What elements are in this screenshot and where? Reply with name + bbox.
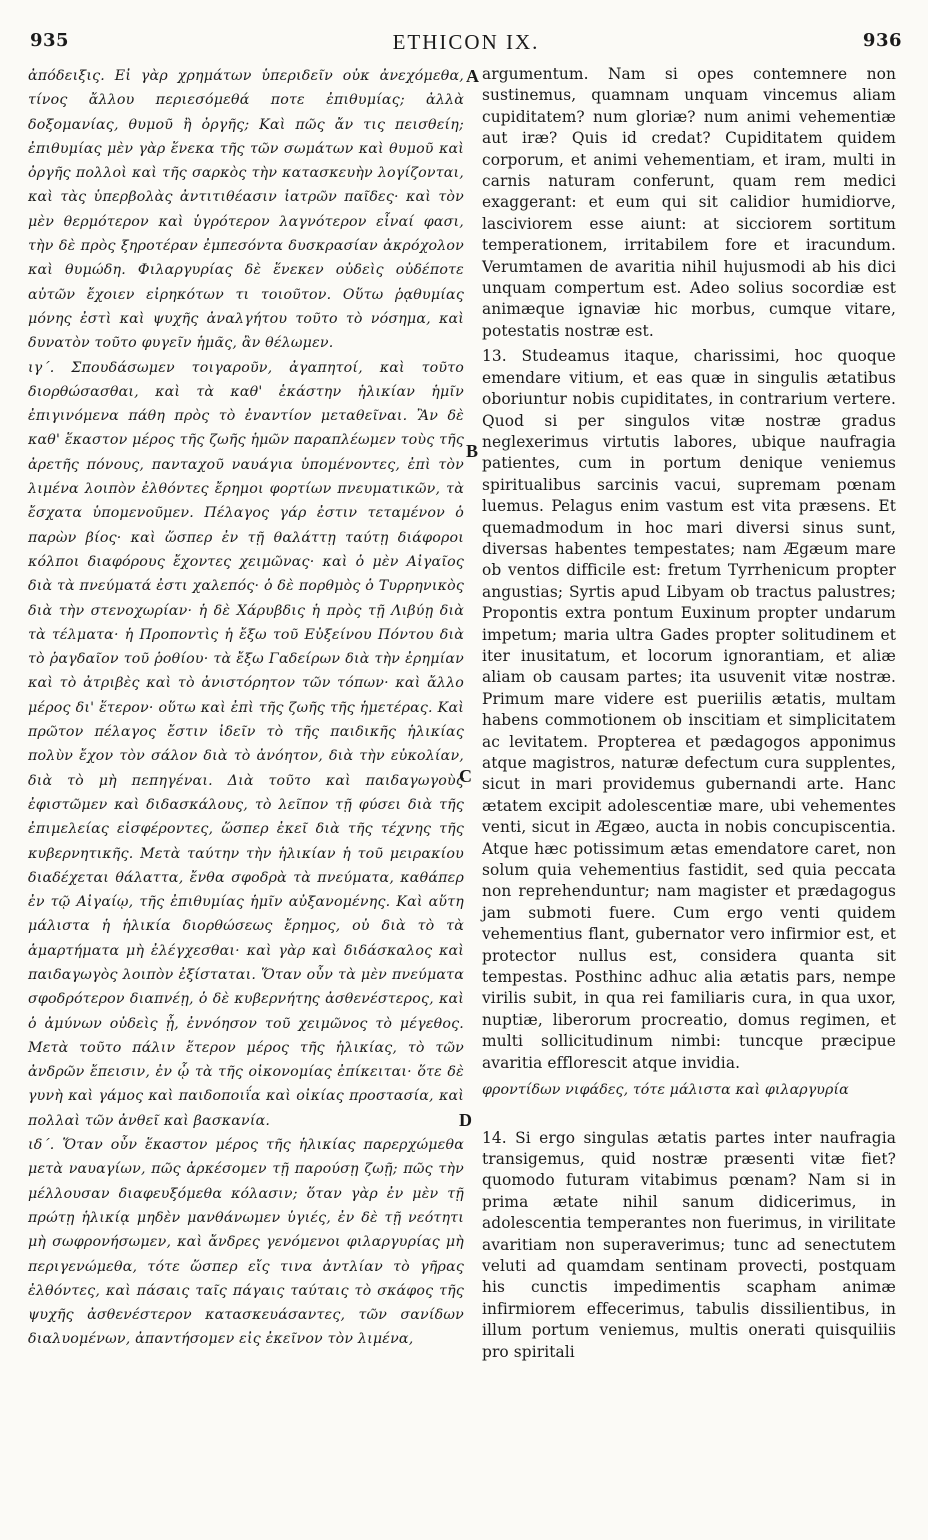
section-marker-a: A — [466, 66, 479, 86]
greek-paragraph-2: ιγ΄. Σπουδάσωμεν τοιγαροῦν, ἀγαπητοί, καὶ τοῦτο διορθώσασθαι, καὶ τὰ καθ' ἑκάστην ἡλικίαν ἡμῖν ἐπιγινόμενα πάθη πρὸς τὸ ἐναντίον μεταθεῖναι. Ἂν δὲ καθ' ἕκαστον μέρος τῆς ζωῆς ἡμῶν παραπλέωμεν τοὺς τῆς ἀρετῆς πόνους, πανταχοῦ ναυάγια ὑπομένοντες, ἐπὶ τὸν λιμένα λοιπὸν ἐλθόντες ἔρημοι φορτίων πνευματικῶν, τὰ ἔσχατα ὑπομενοῦμεν. Πέλαγος γάρ ἐστιν τεταμένον ὁ παρὼν βίος· καὶ ὥσπερ ἐν τῇ θαλάττῃ ταύτῃ διάφοροι κόλποι διαφόρους ἔχοντες χειμῶνας· καὶ ὁ μὲν Αἰγαῖος διὰ τὰ πνεύματά ἐστι χαλεπός· ὁ δὲ πορθμὸς ὁ Τυρρηνικὸς διὰ τὴν στενοχωρίαν· ἡ δὲ Χάρυβδις ἡ πρὸς τῇ Λιβύῃ διὰ τὰ τέλματα· ἡ Προποντὶς ἡ ἔξω τοῦ Εὐξείνου Πόντου διὰ τὸ ῥαγδαῖον τοῦ ῥοθίου· τὰ ἔξω Γαδείρων διὰ τὴν ἐρημίαν καὶ τὸ ἀτριβὲς καὶ τὸ ἀνιστόρητον τῶν τόπων· καὶ ἄλλο μέρος δι' ἕτερον· οὕτω καὶ ἐπὶ τῆς ζωῆς τῆς ἡμετέρας. Καὶ πρῶτον πέλαγος ἔστιν ἰδεῖν τὸ τῆς παιδικῆς ἡλικίας πολὺν ἔχον τὸν σάλον διὰ τὸ ἀνόητον, διὰ τὴν εὐκολίαν, διὰ τὸ μὴ πεπηγέναι. Διὰ τοῦτο καὶ παιδαγωγοὺς ἐφιστῶμεν καὶ διδασκάλους, τὸ λεῖπον τῇ φύσει διὰ τῆς ἐπιμελείας εἰσφέροντες, ὥσπερ ἐκεῖ διὰ τῆς τέχνης τῆς κυβερνητικῆς. Μετὰ ταύτην τὴν ἡλικίαν ἡ τοῦ μειρακίου διαδέχεται θάλαττα, ἔνθα σφοδρὰ τὰ πνεύματα, καθάπερ ἐν τῷ Αἰγαίῳ, τῆς ἐπιθυμίας ἡμῖν αὐξανομένης. Καὶ αὕτη μάλιστα ἡ ἡλικία διορθώσεως ἔρημος, οὐ διὰ τὸ τὰ ἁμαρτήματα μὴ ἐλέγχεσθαι· καὶ γὰρ καὶ διδάσκαλος καὶ παιδαγωγὸς λοιπὸν ἐξίσταται. Ὅταν οὖν τὰ μὲν πνεύματα σφοδρότερον διαπνέῃ, ὁ δὲ κυβερνήτης ἀσθενέστερος, καὶ ὁ ἀμύνων οὐδεὶς ᾖ, ἐννόησον τοῦ χειμῶνος τὸ μέγεθος. Μετὰ τοῦτο πάλιν ἕτερον μέρος τῆς ἡλικίας, τὸ τῶν ἀνδρῶν ἔπεισιν, ἐν ᾧ τὰ τῆς οἰκονομίας ἐπίκειται· ὅτε δὲ γυνὴ καὶ γάμος καὶ παιδοποιΐα καὶ οἰκίας προστασία, καὶ πολλαὶ τῶν ἀνθεῖ καὶ βασκανία. — [28, 359, 464, 1129]
greek-continuation-line: φροντίδων νιφάδες, τότε μάλιστα καὶ φιλαργυρία — [482, 1082, 849, 1099]
greek-column — [28, 64, 464, 1352]
section-marker-d: D — [459, 1110, 472, 1130]
latin-paragraph-2: 13. Studeamus itaque, charissimi, hoc quoque emendare vitium, et eas quæ in singulis ætatibus oboriuntur nobis cupiditates, in contrarium vertere. Quod si per singulos vitæ nostræ gradus neglexerimus virtutis labores, ubique naufragia patientes, cum in portum denique veniemus spiritualibus sarcinis vacui, supremam pœnam luemus. Pelagus enim vastum est vita præsens. Et quemadmodum in hoc mari diversi sinus sunt, diversas habentes tempestates; nam Ægæum mare ob ventos difficile est: fretum Tyrrhenicum propter angustias; Syrtis apud Libyam ob tractus palustres; Propontis extra pontum Euxinum propter undarum impetum; maria ultra Gades propter solitudinem et iter inusitatum, et locorum ignorantiam, et aliæ aliam ob causam partes; ita usuvenit vitæ nostræ. Primum mare videre est pueriilis ætatis, multam habens commotionem ob inscitiam et simplicitatem ac levitatem. Propterea et pædagogos apponimus atque magistros, naturæ defectum cura supplentes, sicut in mari providemus gubernandi arte. Hanc ætatem excipit adolescentiæ mare, ubi vehementes venti, sicut in Ægæo, aucta in nobis concupiscentia. Atque hæc potissimum ætas emendatore caret, non solum quia vehementius fastidit, sed quia peccata non reprehenduntur; nam magister et prædagogus jam submoti fuere. Cum ergo venti quidem vehementius flant, gubernator vero infirmior est, et protector nullus est, considera quanta sit tempestas. Posthinc adhuc alia ætatis pars, nempe virilis subit, in qua rei familiaris cura, in qua uxor, nuptiæ, liberorum procreatio, domus regimen, et multi sollicitudinum nimbi: tuncque præcipue avaritia efflorescit atque invidia. — [482, 347, 896, 1072]
page-number-right: 936 — [862, 30, 902, 51]
running-title: ETHICON IX. — [392, 30, 540, 54]
latin-paragraph-1: argumentum. Nam si opes contemnere non sustinemus, quamnam unquam vincemus aliam cupiditatem? num gloriæ? num animi vehementiæ aut iræ? Quis id credat? Cupiditatem quidem corporum, et animi vehementiam, et iram, multi in carnis naturam conferunt, quam rem medici exaggerant: et eum qui sit calidior humidiorve, lasciviorem esse aiunt: at sicciorem sortitum temperationem, irritabilem fore et iracundum. Verumtamen de avaritia nihil hujusmodi ab his dici unquam compertum est. Adeo solius socordiæ est animæque ignaviæ hic morbus, cumque vitare, potestatis nostræ est. — [482, 65, 896, 340]
section-marker-c: C — [459, 766, 472, 786]
page-number-left: 935 — [30, 30, 70, 51]
latin-paragraph-3: 14. Si ergo singulas ætatis partes inter naufragia transigemus, quid nostræ præsenti vitæ fiet? quomodo futuram vitabimus pœnam? Nam si in prima ætate nihil sanum didicerimus, in adolescentia temperantes non fuerimus, in virilitate avaritiam non superaverimus; tunc ad senectutem veluti ad quamdam sentinam provecti, postquam his cunctis impedimentis scapham animæ infirmiorem effecerimus, tabulis dissilientibus, in illum portum veniemus, multis onerati quisquiliis pro spiritali — [482, 1128, 896, 1361]
page-header — [30, 30, 902, 58]
latin-column — [482, 64, 896, 1363]
greek-paragraph-3: ιδ΄. Ὅταν οὖν ἕκαστον μέρος τῆς ἡλικίας παρερχώμεθα μετὰ ναυαγίων, πῶς ἀρκέσομεν τῇ παρούσῃ ζωῇ; πῶς τὴν μέλλουσαν διαφευξόμεθα κόλασιν; ὅταν γὰρ ἐν μὲν τῇ πρώτῃ ἡλικίᾳ μηδὲν μανθάνωμεν ὑγιές, ἐν δὲ τῇ νεότητι μὴ σωφρονήσωμεν, καὶ ἄνδρες γενόμενοι φιλαργυρίας μὴ περιγενώμεθα, τότε ὥσπερ εἴς τινα ἀντλίαν τὸ γῆρας ἐλθόντες, καὶ πάσαις ταῖς πάγαις ταύταις τὸ σκάφος τῆς ψυχῆς ἀσθενέστερον κατασκευάσαντες, τῶν σανίδων διαλυομένων, ἀπαντήσομεν εἰς ἐκεῖνον τὸν λιμένα, — [28, 1137, 464, 1348]
greek-paragraph-1: ἀπόδειξις. Εἰ γὰρ χρημάτων ὑπεριδεῖν οὐκ ἀνεχόμεθα, τίνος ἄλλου περιεσόμεθά ποτε ἐπιθυμίας; ἀλλὰ δοξομανίας, θυμοῦ ἢ ὀργῆς; Καὶ πῶς ἄν τις πεισθείη; ἐπιθυμίας μὲν γὰρ ἕνεκα τῆς τῶν σωμάτων καὶ θυμοῦ καὶ ὀργῆς πολλοὶ καὶ τῆς σαρκὸς τὴν κατασκευὴν λογίζονται, καὶ τὰς ὑπερβολὰς ἀντιτιθέασιν ἰατρῶν παῖδες· καὶ τὸν μὲν θερμότερον καὶ ὑγρότερον λαγνότερον εἶναί φασι, τὴν δὲ πρὸς ξηροτέραν ἐμπεσόντα δυσκρασίαν ἀκρόχολον καὶ θυμώδη. Φιλαργυρίας δὲ ἕνεκεν οὐδεὶς οὐδέποτε αὐτῶν ἔχοιεν εἰρηκότων τι τοιοῦτον. Οὕτω ῥᾳθυμίας μόνης ἐστὶ καὶ ψυχῆς ἀναλγήτου τοῦτο τὸ νόσημα, καὶ δυνατὸν τοῦτο φυγεῖν ἡμᾶς, ἂν θέλωμεν. — [28, 68, 464, 352]
section-marker-b: B — [466, 441, 479, 461]
